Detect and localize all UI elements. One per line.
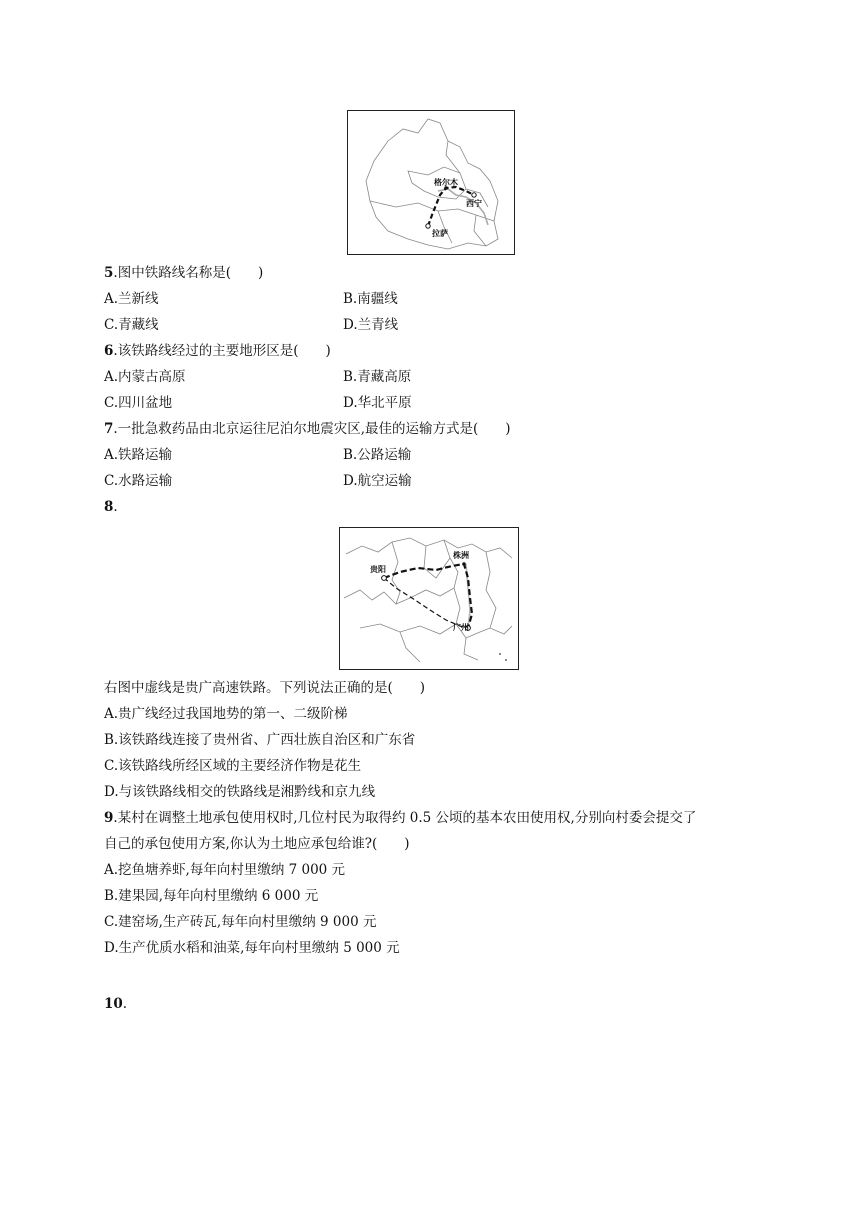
question-9-option-a[interactable]: A.挖鱼塘养虾,每年向村里缴纳 7 000 元 (104, 862, 346, 878)
question-6-options-row-2 (104, 393, 412, 413)
question-6-number: 6 (104, 343, 114, 359)
question-7-stem (104, 419, 511, 439)
question-6-options-row-1 (104, 367, 412, 387)
question-8-option-b[interactable]: B.该铁路线连接了贵州省、广西壮族自治区和广东省 (104, 732, 416, 748)
question-5-option-b[interactable]: B.南疆线 (343, 291, 398, 307)
question-5-option-d[interactable]: D.兰青线 (343, 317, 399, 333)
question-9-stem-line-2: 自己的承包使用方案,你认为土地应承包给谁?( ) (104, 836, 410, 852)
map-label-guangzhou: 广州 (453, 623, 469, 632)
question-10-heading (104, 994, 127, 1014)
question-8-suffix: . (113, 499, 118, 515)
question-5-options-row-2 (104, 315, 399, 335)
map-label-zhuzhou: 株洲 (453, 551, 469, 560)
question-8-stem: 右图中虚线是贵广高速铁路。下列说法正确的是( ) (104, 680, 426, 696)
question-9-text-1: .某村在调整土地承包使用权时,几位村民为取得约 0.5 公顷的基本农田使用权,分别向村委会提交了 (113, 810, 697, 826)
qinghai-tibet-map (347, 110, 515, 255)
question-5-options-row-1 (104, 289, 398, 309)
question-7-option-a[interactable]: A.铁路运输 (104, 447, 173, 463)
question-8-option-c[interactable]: C.该铁路线所经区域的主要经济作物是花生 (104, 758, 362, 774)
map-label-lhasa: 拉萨 (432, 229, 448, 238)
question-10-number: 10 (104, 996, 123, 1012)
question-9-stem-line-1 (104, 808, 696, 828)
question-7-option-b[interactable]: B.公路运输 (343, 447, 412, 463)
question-7-number: 7 (104, 421, 114, 437)
question-9-number: 9 (104, 810, 114, 826)
question-5-option-a[interactable]: A.兰新线 (104, 291, 159, 307)
question-10-suffix: . (122, 996, 128, 1012)
question-7-options-row-1 (104, 445, 412, 465)
question-9-option-c[interactable]: C.建窑场,生产砖瓦,每年向村里缴纳 9 000 元 (104, 914, 377, 930)
map-label-golmud: 格尔木 (434, 178, 458, 187)
question-6-option-c[interactable]: C.四川盆地 (104, 395, 173, 411)
question-7-text: .一批急救药品由北京运往尼泊尔地震灾区,最佳的运输方式是( ) (113, 421, 511, 437)
question-5-number: 5 (104, 265, 114, 281)
question-8-number: 8 (104, 499, 114, 515)
question-9-option-b[interactable]: B.建果园,每年向村里缴纳 6 000 元 (104, 888, 319, 904)
question-9-option-d[interactable]: D.生产优质水稻和油菜,每年向村里缴纳 5 000 元 (104, 940, 400, 956)
guiguang-railway-map (339, 527, 519, 670)
question-6-option-b[interactable]: B.青藏高原 (343, 369, 412, 385)
question-6-option-d[interactable]: D.华北平原 (343, 395, 412, 411)
question-8-option-d[interactable]: D.与该铁路线相交的铁路线是湘黔线和京九线 (104, 784, 376, 800)
question-5-option-c[interactable]: C.青藏线 (104, 317, 159, 333)
question-6-option-a[interactable]: A.内蒙古高原 (104, 369, 186, 385)
question-8-option-a[interactable]: A.贵广线经过我国地势的第一、二级阶梯 (104, 706, 348, 722)
question-6-stem (104, 341, 331, 361)
question-5-stem (104, 263, 263, 283)
question-7-option-d[interactable]: D.航空运输 (343, 473, 412, 489)
qinghai-tibet-map-drawing (348, 111, 514, 254)
question-7-option-c[interactable]: C.水路运输 (104, 473, 173, 489)
question-6-text: .该铁路线经过的主要地形区是( ) (113, 343, 331, 359)
question-7-options-row-2 (104, 471, 412, 491)
question-8-heading (104, 497, 118, 517)
question-5-text: .图中铁路线名称是( ) (113, 265, 264, 281)
map-label-guiyang: 贵阳 (370, 565, 386, 574)
map-label-xining: 西宁 (466, 199, 482, 208)
guiguang-railway-map-drawing (340, 528, 518, 669)
